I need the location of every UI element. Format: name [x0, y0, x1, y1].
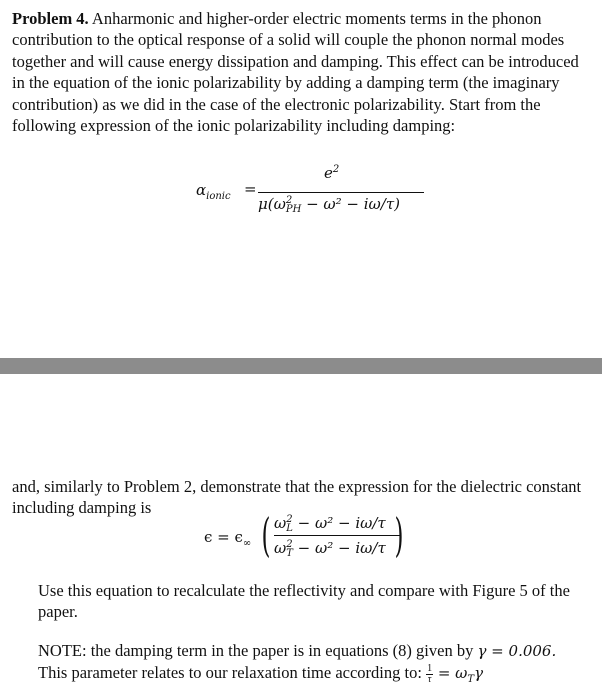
note-line1: NOTE: the damping term in the paper is in equations (8) given by	[38, 641, 478, 660]
gray-divider-bar	[0, 358, 602, 374]
eq2-fraction-bar	[274, 535, 400, 536]
one-over-tau: $\frac{1}{\tau}$	[427, 663, 433, 686]
alpha-ionic: $\alpha_{ionic}$	[196, 181, 231, 202]
eq2-numerator: ω 2 L − ω² − iω/τ	[274, 514, 386, 534]
left-paren: (	[261, 508, 271, 562]
fraction-bar	[258, 192, 424, 193]
problem-statement	[12, 8, 590, 136]
gamma-value: γ = 0.006.	[477, 642, 557, 660]
epsilon-lhs: $\epsilon = \epsilon_\infty$	[204, 528, 252, 549]
omega-t-gamma: = $\omega_T\gamma$	[437, 664, 484, 686]
eq2-denominator: ω 2 T − ω² − iω/τ	[274, 539, 386, 559]
note-paragraph	[38, 640, 594, 691]
right-paren: )	[394, 508, 404, 562]
problem-label: Problem 4.	[12, 9, 89, 28]
reflectivity-paragraph: Use this equation to recalculate the reflectivity and compare with Figure 5 of the paper.	[38, 581, 570, 622]
dielectric-constant-equation	[204, 510, 444, 570]
dielectric-paragraph: and, similarly to Problem 2, demonstrate that the expression for the dielectric constant including damping is	[12, 477, 582, 518]
ionic-polarizability-equation	[196, 162, 436, 222]
note-line2: This parameter relates to our relaxation time according to:	[38, 663, 427, 683]
denominator: μ(ω 2 PH − ω² − iω/τ)	[258, 195, 400, 215]
problem-text: Anharmonic and higher-order electric moments terms in the phonon contribution to the optical response of a solid will couple the phonon normal modes together and will cause energy dissipation and damping. This effect can be introduced in the equation of the ionic polarizability by adding a damping term (the imaginary contribution) as we did in the case of the electronic polarizability. Start from the following expression of the ionic polarizability including damping:	[12, 9, 579, 136]
equals-sign: =	[244, 180, 257, 198]
numerator: $e^2$	[324, 164, 340, 182]
